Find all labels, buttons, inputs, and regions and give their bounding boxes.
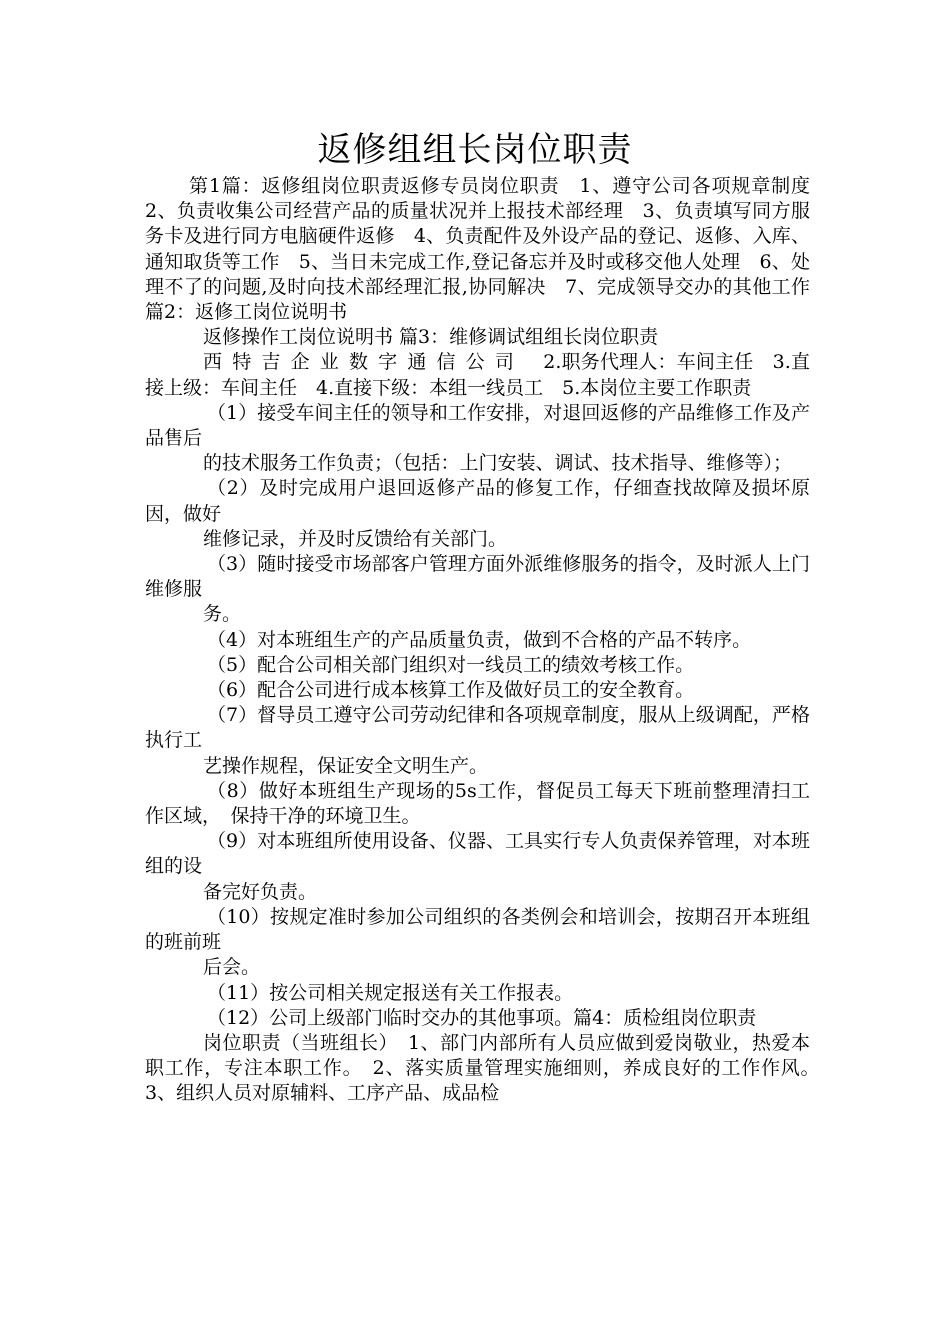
paragraph-1: 第1篇：返修组岗位职责返修专员岗位职责 1、遵守公司各项规章制度 2、负责收集公司经营产品的质量状况并上报技术部经理 3、负责填写同方服务卡及进行同方电脑硬件返修 4、负责配件及外设产品的登记、返修、入库、通知取货等工作 5、当日未完成工作,登记备忘并及时或移交他人处理 6、处理不了的问题,及时向技术部经理汇报,协同解决 7、完成领导交办的其他工作篇2：返修工岗位说明书 — [145, 175, 830, 324]
paragraph-6: （2）及时完成用户退回返修产品的修复工作，仔细查找故障及损坏原因，做好 — [145, 477, 810, 525]
paragraph-7: 维修记录，并及时反馈给有关部门。 — [203, 527, 508, 550]
paragraph-22: 岗位职责（当班组长） 1、部门内部所有人员应做到爱岗敬业，热爱本职工作，专注本职工作。 2、落实质量管理实施细则，养成良好的工作作风。 3、组织人员对原辅料、工序产品、成品检 — [145, 1031, 830, 1105]
company-name: 西特吉企业数字通信公司 — [203, 351, 525, 374]
paragraph-5: 的技术服务工作负责；（包括：上门安装、调试、技术指导、维修等）； — [203, 452, 793, 475]
document-body — [145, 174, 830, 1107]
paragraph-19: 后会。 — [203, 956, 261, 979]
paragraph-3 — [145, 350, 810, 400]
document-title: 返修组组长岗位职责 — [317, 130, 633, 170]
paragraph-11: （5）配合公司相关部门组织对一线员工的绩效考核工作。 — [207, 653, 695, 676]
paragraph-16: （9）对本班组所使用设备、仪器、工具实行专人负责保养管理，对本班组的设 — [145, 830, 810, 878]
paragraph-3-rest: 2.职务代理人：车间主任 3.直接上级：车间主任 4.直接下级：本组一线员工 5.本岗位主要工作职责 — [145, 351, 810, 399]
paragraph-20: （11）按公司相关规定报送有关工作报表。 — [207, 981, 574, 1004]
paragraph-12: （6）配合公司进行成本核算工作及做好员工的安全教育。 — [207, 679, 695, 702]
paragraph-13: （7）督导员工遵守公司劳动纪律和各项规章制度，服从上级调配，严格执行工 — [145, 704, 810, 752]
paragraph-2: 返修操作工岗位说明书 篇3：维修调试组组长岗位职责 — [203, 326, 659, 349]
paragraph-4: （1）接受车间主任的领导和工作安排，对退回返修的产品维修工作及产品售后 — [145, 401, 810, 450]
paragraph-14: 艺操作规程，保证安全文明生产。 — [203, 754, 489, 777]
paragraph-8: （3）随时接受市场部客户管理方面外派维修服务的指令，及时派人上门维修服 — [145, 553, 810, 601]
paragraph-18: （10）按规定准时参加公司组织的各类例会和培训会，按期召开本班组的班前班 — [145, 905, 810, 954]
paragraph-17: 备完好负责。 — [203, 880, 318, 903]
paragraph-15: （8）做好本班组生产现场的5s工作，督促员工每天下班前整理清扫工作区域， 保持干净的环境卫生。 — [145, 779, 810, 828]
paragraph-21: （12）公司上级部门临时交办的其他事项。篇4：质检组岗位职责 — [207, 1006, 757, 1029]
paragraph-10: （4）对本班组生产的产品质量负责，做到不合格的产品不转序。 — [207, 628, 752, 651]
paragraph-9: 务。 — [203, 603, 242, 626]
